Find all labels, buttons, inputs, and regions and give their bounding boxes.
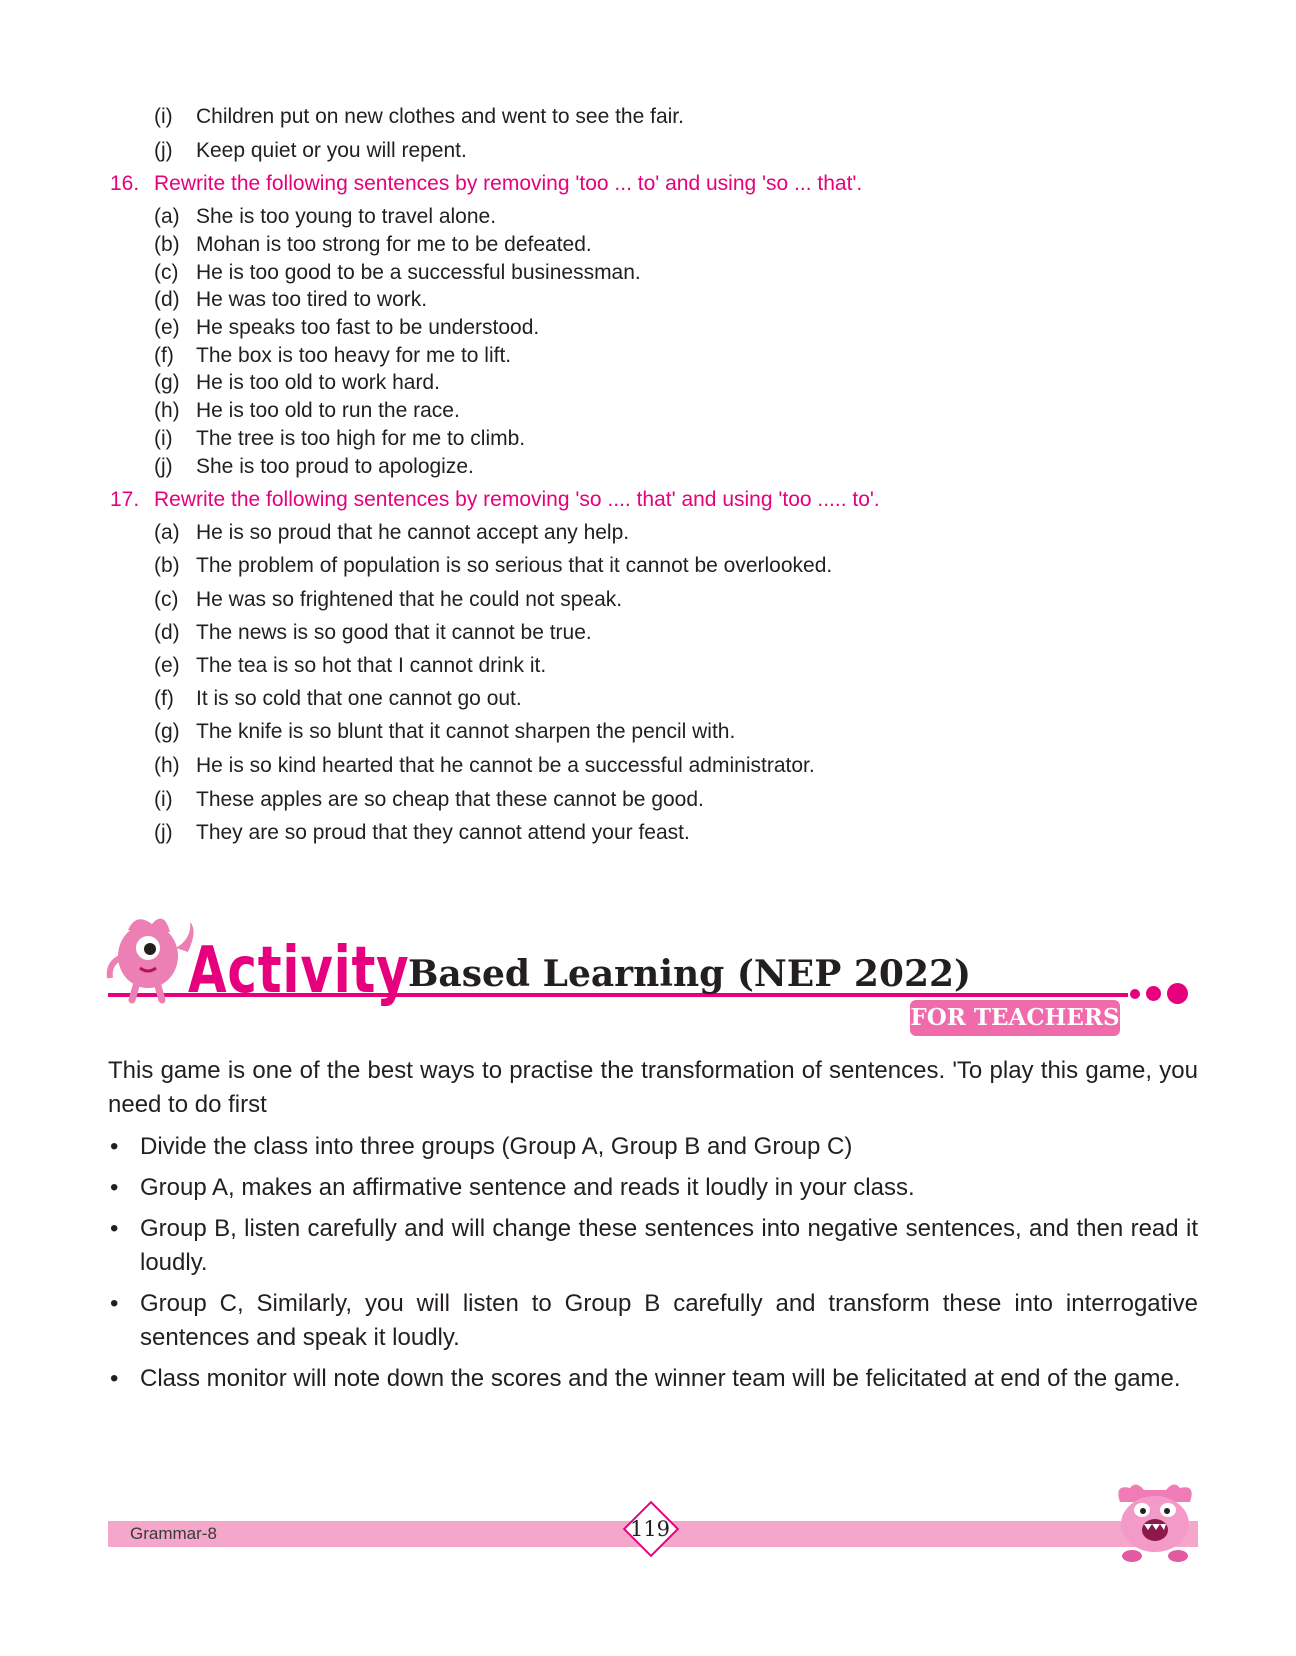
list-item: (j) Keep quiet or you will repent. bbox=[154, 139, 467, 162]
footer-monster-icon bbox=[1110, 1478, 1200, 1568]
list-item: (a) She is too young to travel alone. bbox=[154, 205, 497, 228]
bullet-item: • Class monitor will note down the scores and the winner team will be felicitated at end of the game. bbox=[110, 1365, 1181, 1392]
list-item: (i) Children put on new clothes and went to see the fair. bbox=[154, 105, 684, 128]
list-item: (j) They are so proud that they cannot attend your feast. bbox=[154, 821, 690, 844]
list-item: (e) The tea is so hot that I cannot drink it. bbox=[154, 654, 547, 677]
list-item: (e) He speaks too fast to be understood. bbox=[154, 316, 540, 339]
list-item: (b) The problem of population is so serious that it cannot be overlooked. bbox=[154, 554, 833, 577]
list-item: (j) She is too proud to apologize. bbox=[154, 455, 474, 478]
list-item: (c) He is too good to be a successful businessman. bbox=[154, 261, 641, 284]
list-item: (i) These apples are so cheap that these cannot be good. bbox=[154, 788, 704, 811]
banner-dot bbox=[1130, 989, 1140, 999]
book-title: Grammar-8 bbox=[130, 1524, 217, 1543]
bullet-item: • Group C, Similarly, you will listen to Group B carefully and transform these into interrogative sentences and speak it loudly. bbox=[110, 1290, 1198, 1351]
bullet-item: • Group A, makes an affirmative sentence and reads it loudly in your class. bbox=[110, 1174, 915, 1201]
for-teachers-badge: FOR TEACHERS bbox=[910, 1000, 1120, 1036]
list-item: (f) The box is too heavy for me to lift. bbox=[154, 344, 512, 367]
banner-dot bbox=[1167, 983, 1188, 1004]
activity-subtitle: Based Learning (NEP 2022) bbox=[408, 953, 972, 995]
list-item: (i) The tree is too high for me to climb. bbox=[154, 427, 526, 450]
page-number: 119 bbox=[629, 1517, 671, 1541]
activity-intro: This game is one of the best ways to practise the transformation of sentences. 'To play this game, you need to do first bbox=[108, 1057, 1198, 1118]
list-item: (b) Mohan is too strong for me to be defeated. bbox=[154, 233, 592, 256]
list-item: (g) He is too old to work hard. bbox=[154, 371, 440, 394]
list-item: (h) He is too old to run the race. bbox=[154, 399, 460, 422]
activity-title: Activity bbox=[188, 934, 410, 1008]
list-item: (a) He is so proud that he cannot accept any help. bbox=[154, 521, 630, 544]
monster-mascot-icon bbox=[106, 908, 196, 1004]
list-item: (g) The knife is so blunt that it cannot sharpen the pencil with. bbox=[154, 720, 736, 743]
list-item: (d) The news is so good that it cannot be true. bbox=[154, 621, 592, 644]
question-16-heading: 16. Rewrite the following sentences by removing 'too ... to' and using 'so ... that'. bbox=[110, 172, 863, 195]
bullet-item: • Divide the class into three groups (Group A, Group B and Group C) bbox=[110, 1133, 853, 1160]
list-item: (d) He was too tired to work. bbox=[154, 288, 428, 311]
list-item: (h) He is so kind hearted that he cannot be a successful administrator. bbox=[154, 754, 815, 777]
question-17-heading: 17. Rewrite the following sentences by removing 'so .... that' and using 'too ..... to'. bbox=[110, 488, 880, 511]
list-item: (c) He was so frightened that he could not speak. bbox=[154, 588, 623, 611]
list-item: (f) It is so cold that one cannot go out. bbox=[154, 687, 522, 710]
bullet-item: • Group B, listen carefully and will change these sentences into negative sentences, and then read it loudly. bbox=[110, 1215, 1198, 1276]
banner-dot bbox=[1146, 986, 1161, 1001]
activity-bullet-list bbox=[108, 1130, 1198, 1403]
